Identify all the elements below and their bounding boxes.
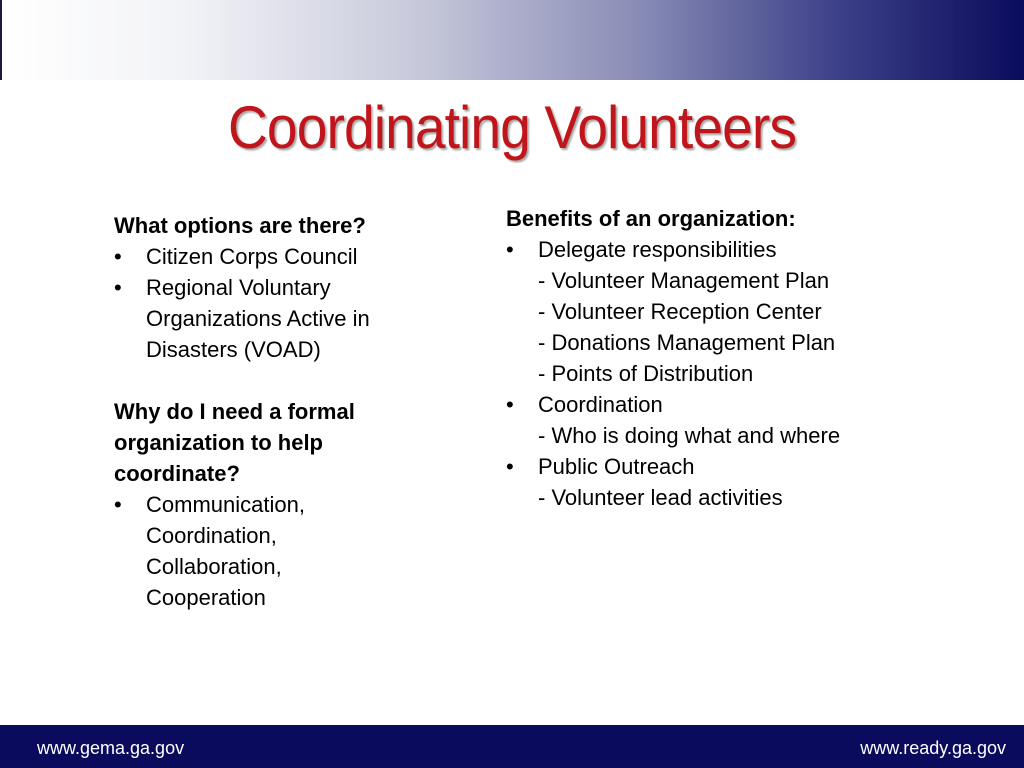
sub-item: - Points of Distribution [538, 361, 754, 386]
slide-title: Coordinating Volunteers [227, 94, 797, 161]
list-item [114, 272, 424, 365]
benefits-heading: Benefits of an organization: [506, 206, 796, 231]
footer-link-gema[interactable]: www.gema.ga.gov [37, 738, 185, 758]
list-item-text: Public Outreach [538, 454, 695, 479]
sub-item: - Volunteer Reception Center [538, 299, 822, 324]
sub-item: - Volunteer lead activities [538, 485, 783, 510]
spacer [114, 365, 424, 396]
bullet-icon: • [506, 454, 514, 479]
bullet-icon: • [114, 244, 122, 269]
left-column [114, 210, 424, 613]
list-item [506, 234, 926, 265]
list-item-text: Disasters (VOAD) [146, 337, 321, 362]
list-item-text: Cooperation [146, 585, 266, 610]
footer-bar [0, 725, 1024, 768]
bullet-icon: • [114, 275, 122, 300]
sub-item: - Who is doing what and where [538, 423, 841, 448]
list-item [114, 241, 424, 272]
list-item-text: Communication, [146, 492, 305, 517]
list-item-text: Regional Voluntary [146, 275, 331, 300]
sub-item: - Volunteer Management Plan [538, 268, 830, 293]
list-item-text: Delegate responsibilities [538, 237, 777, 262]
list-item [506, 389, 926, 420]
question-why-line: coordinate? [114, 461, 240, 486]
question-why-line: Why do I need a formal [114, 399, 355, 424]
list-item-text: Coordination, [146, 523, 277, 548]
sub-item: - Donations Management Plan [538, 330, 836, 355]
bullet-icon: • [114, 492, 122, 517]
header-gradient-band [0, 0, 1024, 80]
footer-link-ready[interactable]: www.ready.ga.gov [860, 738, 1006, 758]
list-item-text: Organizations Active in [146, 306, 370, 331]
bullet-icon: • [506, 392, 514, 417]
question-why-line: organization to help [114, 430, 323, 455]
bullet-icon: • [506, 237, 514, 262]
right-column [506, 203, 926, 513]
list-item-text: Collaboration, [146, 554, 282, 579]
question-why [114, 396, 424, 489]
header-edge-line [0, 0, 2, 80]
question-options: What options are there? [114, 213, 366, 238]
list-item-text: Coordination [538, 392, 663, 417]
list-item [506, 451, 926, 482]
list-item [114, 489, 424, 613]
list-item-text: Citizen Corps Council [146, 244, 358, 269]
